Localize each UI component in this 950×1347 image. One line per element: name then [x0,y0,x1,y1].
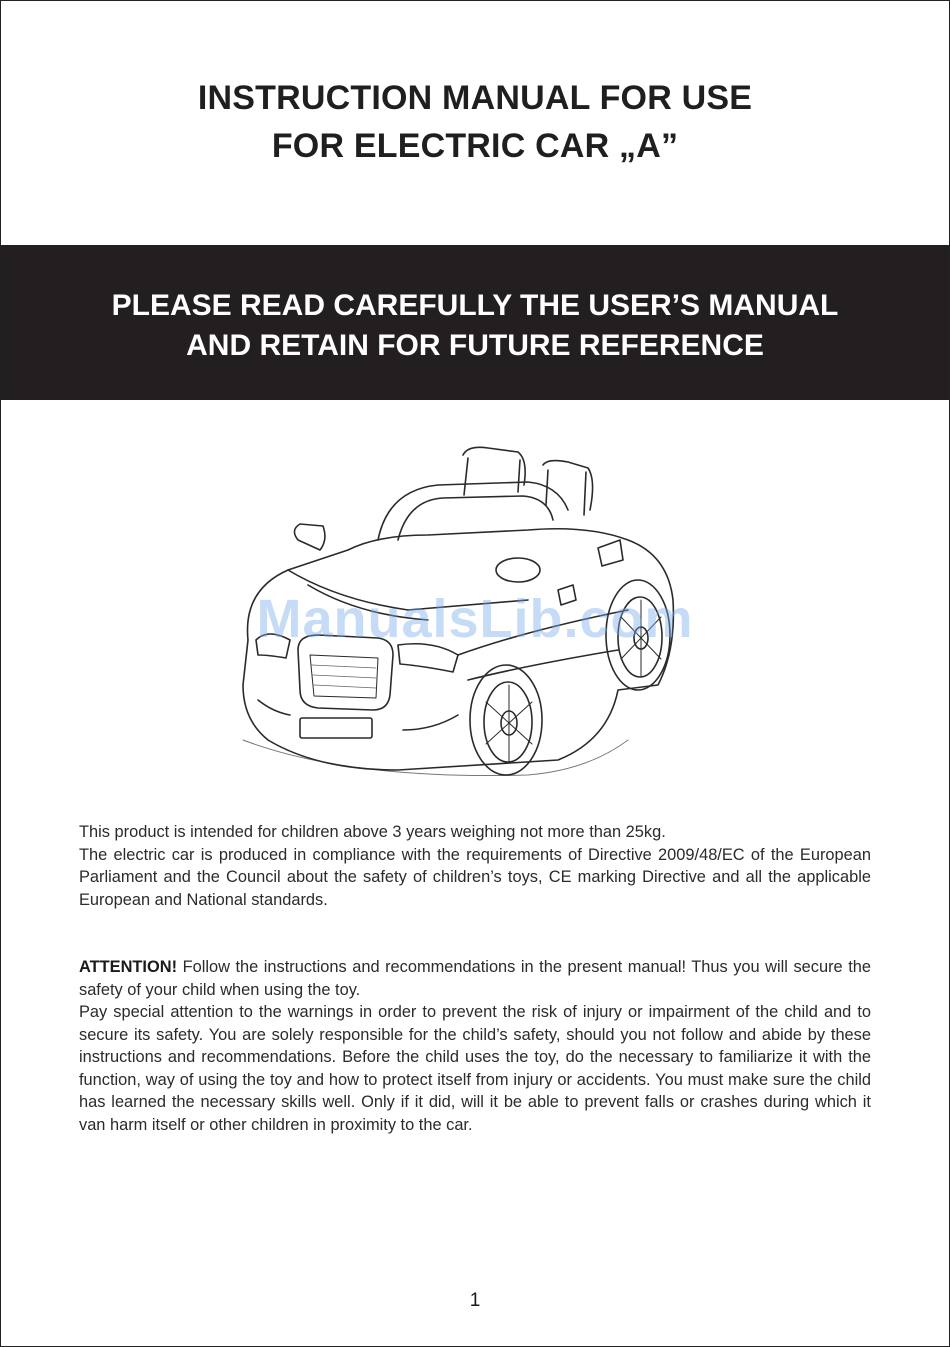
attention-text: Follow the instructions and recommendations in the present manual! Thus you will secure the safety of your child when using the toy. [79,958,871,999]
intro-line: This product is intended for children above 3 years weighing not more than 25kg. [79,823,666,841]
banner-line-1: PLEASE READ CAREFULLY THE USER’S MANUAL [111,289,839,322]
intro-section [79,821,871,911]
watermark: ManualsLib.com [256,589,694,649]
attention-section [79,956,871,1136]
attention-label: ATTENTION! [79,958,178,976]
title-line-1: INSTRUCTION MANUAL FOR USE [197,79,753,117]
title-line-2: FOR ELECTRIC CAR „A” [271,127,679,165]
attention-line [79,956,871,1001]
attention-paragraph: Pay special attention to the warnings in order to prevent the risk of injury or impairment of the child and to secure its safety. You are solely responsible for the child’s safety, should you not follow and abide by these instructions and recommendations. Before the child uses the toy, do the necessary to familiarize it with the function, way of using the toy and how to protect itself from injury or accidents. You must make sure the child has learned the necessary skills well. Only if it did, will it be able to prevent falls or crashes during which it van harm itself or other children in proximity to the car. [79,1003,871,1134]
banner-text [0,286,950,366]
page-number: 1 [469,1290,481,1311]
page-title [0,74,950,170]
intro-paragraph: The electric car is produced in compliance with the requirements of Directive 2009/48/EC of the European Parliament and the Council about the safety of children’s toys, CE marking Directive and all the applicable European and National standards. [79,845,871,909]
banner-line-2: AND RETAIN FOR FUTURE REFERENCE [186,329,764,362]
